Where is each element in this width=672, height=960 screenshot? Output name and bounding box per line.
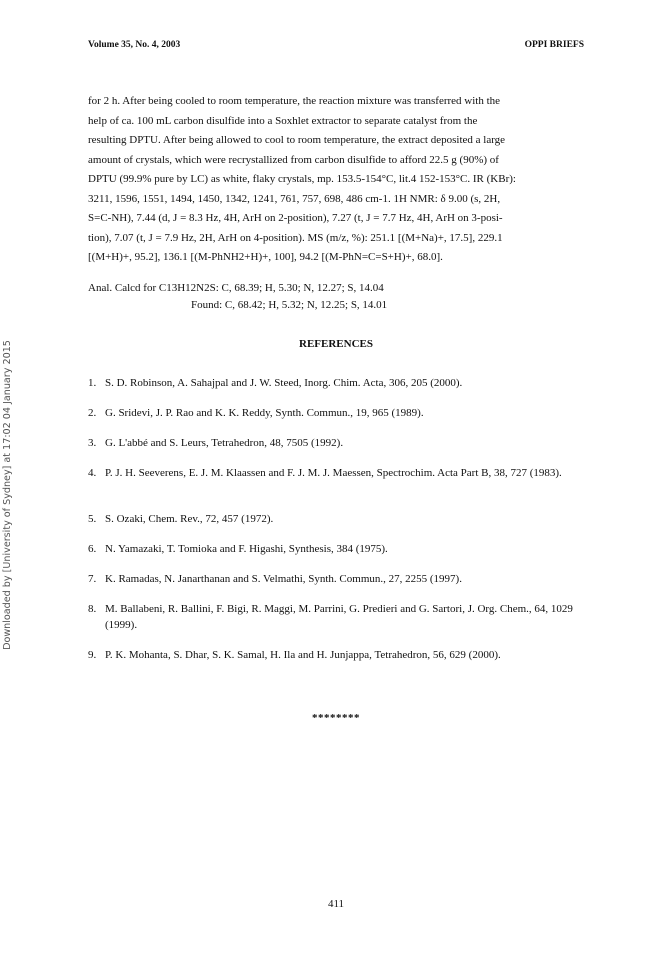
reference-text: M. Ballabeni, R. Ballini, F. Bigi, R. Maggi, M. Parrini, G. Predieri and G. Sartori, J. Org. Chem., 64, 1029 (1999).: [105, 603, 573, 631]
body-line: S=C-NH), 7.44 (d, J = 8.3 Hz, 4H, ArH on 2-position), 7.27 (t, J = 7.7 Hz, 4H, ArH on 3-posi-: [88, 212, 503, 224]
running-header-right: OPPI BRIEFS: [524, 40, 584, 50]
experimental-paragraph: [88, 92, 588, 268]
reference-text: P. K. Mohanta, S. Dhar, S. K. Samal, H. Ila and H. Junjappa, Tetrahedron, 56, 629 (2000).: [105, 649, 501, 661]
end-of-article-marker: ********: [312, 712, 360, 724]
reference-number: 2.: [88, 407, 97, 419]
reference-text: S. Ozaki, Chem. Rev., 72, 457 (1972).: [105, 513, 274, 525]
reference-number: 5.: [88, 513, 97, 525]
reference-text: P. J. H. Seeverens, E. J. M. Klaassen and F. J. M. J. Maessen, Spectrochim. Acta Part B, 38, 727 (1983).: [105, 467, 562, 479]
reference-text: K. Ramadas, N. Janarthanan and S. Velmathi, Synth. Commun., 27, 2255 (1997).: [105, 573, 462, 585]
reference-number: 4.: [88, 467, 97, 479]
body-line: resulting DPTU. After being allowed to cool to room temperature, the extract deposited a large: [88, 134, 506, 146]
reference-number: 6.: [88, 543, 97, 555]
elemental-analysis-found: Found: C, 68.42; H, 5.32; N, 12.25; S, 14.01: [191, 299, 388, 311]
reference-text: S. D. Robinson, A. Sahajpal and J. W. Steed, Inorg. Chim. Acta, 306, 205 (2000).: [105, 377, 463, 389]
reference-number: 3.: [88, 437, 97, 449]
references-heading: REFERENCES: [299, 338, 373, 350]
reference-text: G. L'abbé and S. Leurs, Tetrahedron, 48, 7505 (1992).: [105, 437, 344, 449]
body-line: [(M+H)+, 95.2], 136.1 [(M-PhNH2+H)+, 100], 94.2 [(M-PhN=C=S+H)+, 68.0].: [88, 251, 443, 263]
reference-number: 7.: [88, 573, 97, 585]
elemental-analysis-calcd: Anal. Calcd for C13H12N2S: C, 68.39; H, 5.30; N, 12.27; S, 14.04: [88, 282, 384, 294]
body-line: tion), 7.07 (t, J = 7.9 Hz, 2H, ArH on 4-position). MS (m/z, %): 251.1 [(M+Na)+, 17.5], 229.1: [88, 231, 503, 244]
body-line: help of ca. 100 mL carbon disulfide into a Soxhlet extractor to separate catalyst from the: [88, 114, 478, 127]
reference-text: N. Yamazaki, T. Tomioka and F. Higashi, Synthesis, 384 (1975).: [105, 543, 388, 555]
body-line: amount of crystals, which were recrystallized from carbon disulfide to afford 22.5 g (90%) of: [88, 153, 499, 166]
download-watermark: Downloaded by [University of Sydney] at 17:02 04 January 2015: [2, 340, 13, 650]
running-header-left: Volume 35, No. 4, 2003: [88, 40, 181, 50]
body-line: 3211, 1596, 1551, 1494, 1450, 1342, 1241, 761, 757, 698, 486 cm-1. 1H NMR: δ 9.00 (s, 2H,: [88, 192, 501, 205]
body-line: DPTU (99.9% pure by LC) as white, flaky crystals, mp. 153.5-154°C, lit.4 152-153°C. IR (KBr):: [88, 173, 516, 185]
reference-number: 1.: [88, 377, 97, 389]
reference-text: G. Sridevi, J. P. Rao and K. K. Reddy, Synth. Commun., 19, 965 (1989).: [105, 407, 424, 419]
body-line: for 2 h. After being cooled to room temperature, the reaction mixture was transferred with the: [88, 95, 501, 107]
page-number: 411: [327, 898, 345, 910]
reference-number: 8.: [88, 603, 97, 615]
reference-number: 9.: [88, 649, 97, 661]
